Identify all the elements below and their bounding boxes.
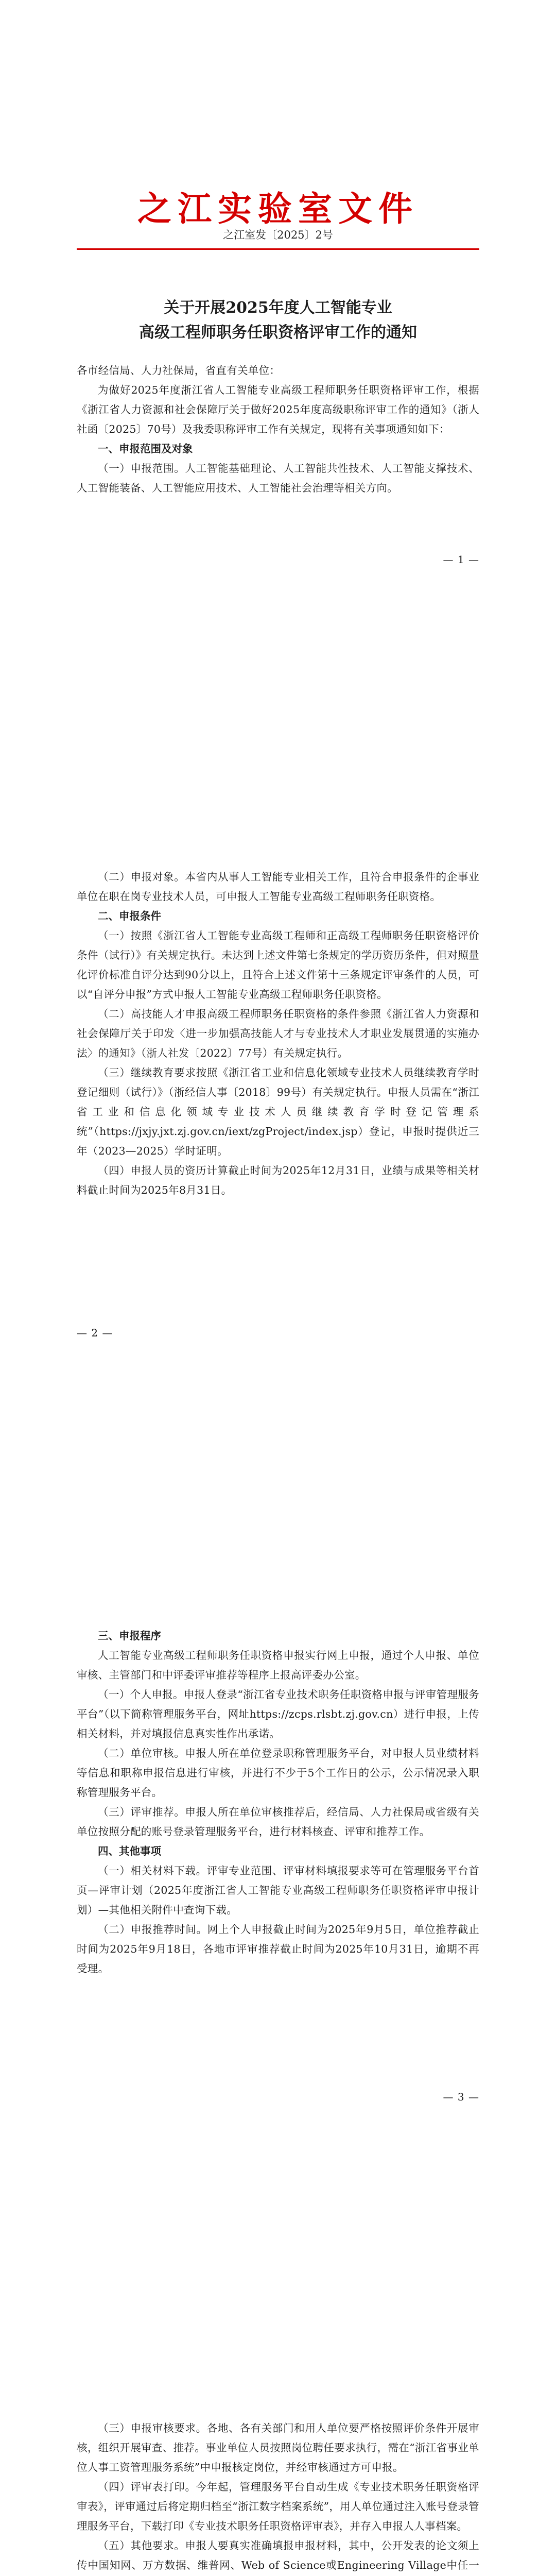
document-number: 之江室发〔2025〕2号 [223,229,333,241]
section-4-heading: 四、其他事项 [98,1845,161,1857]
section-4-paragraph-1: （一）相关材料下载。评审专业范围、评审材料填报要求等可在管理服务平台首页—评审计划（2025年度浙江省人工智能专业高级工程师职务任职资格评审申报计划）—其他相关附件中查询下载。 [77,1865,479,1916]
section-3-paragraph-3: （三）评审推荐。申报人所在单位审核推荐后，经信局、人力社保局或省级有关单位按照分配的账号登录管理服务平台，进行材料核查、评审和推荐工作。 [77,1806,479,1838]
page-2 [0,774,556,1549]
section-2-paragraph-4: （四）申报人员的资历计算截止时间为2025年12月31日，业绩与成果等相关材料截止时间为2025年8月31日。 [77,1164,479,1196]
page-1-body [77,361,479,498]
section-4-paragraph-4: （四）评审表打印。今年起，管理服务平台自动生成《专业技术职务任职资格评审表》，评审通过后将定期归档至“浙江数字档案系统”，用人单位通过注入账号登录管理服务平台，下载打印《专业技术职务任职资格评审表》，并存入申报人人事档案。 [77,2481,479,2532]
page-number: — 2 — [77,1327,113,1339]
page-4-body [77,2418,479,2576]
red-divider [77,248,479,250]
org-red-header: 之江实验室文件 [137,189,419,229]
intro-paragraph: 为做好2025年度浙江省人工智能专业高级工程师职务任职资格评审工作，根据《浙江省人力资源和社会保障厅关于做好2025年度高级职称评审工作的通知》（浙人社函〔2025〕70号）及我委职称评审工作有关规定，现将有关事项通知如下： [77,384,479,435]
section-4-paragraph-5: （五）其他要求。申报人要真实准确填报申报材料，其中，公开发表的论文须上传中国知网、万方数据、维普网、Web of Science或Engineering Village中任一 [77,2539,479,2571]
title-line-1: 关于开展2025年度人工智能专业 [164,299,392,317]
section-1-paragraph-2: （二）申报对象。本省内从事人工智能专业相关工作，且符合申报条件的企事业单位在职在岗专业技术人员，可申报人工智能专业高级工程师职务任职资格。 [77,871,479,903]
page-number: — 1 — [443,553,479,566]
section-2-paragraph-1: （一）按照《浙江省人工智能专业高级工程师和正高级工程师职务任职资格评价条件（试行）》有关规定执行。未达到上述文件第七条规定的学历资历条件，但对照量化评价标准自评分达到90分以上，且符合上述文件第十三条规定评审条件的人员，可以“自评分申报”方式申报人工智能专业高级工程师职务任职资格。 [77,929,479,1001]
section-4-paragraph-2: （二）申报推荐时间。网上个人申报截止时间为2025年9月5日，单位推荐截止时间为2025年9月18日，各地市评审推荐截止时间为2025年10月31日，逾期不再受理。 [77,1923,479,1975]
section-3-paragraph-2: （二）单位审核。申报人所在单位登录职称管理服务平台，对申报人员业绩材料等信息和职称申报信息进行审核，并进行不少于5个工作日的公示，公示情况录入职称管理服务平台。 [77,1747,479,1799]
section-3-paragraph-0: 人工智能专业高级工程师职务任职资格申报实行网上申报，通过个人申报、单位审核、主管部门和中评委评审推荐等程序上报高评委办公室。 [77,1649,479,1681]
page-3-body [77,1626,479,1978]
page-4 [0,2323,556,2576]
section-1-paragraph-1: （一）申报范围。人工智能基础理论、人工智能共性技术、人工智能支撑技术、人工智能装备、人工智能应用技术、人工智能社会治理等相关方向。 [77,462,479,494]
page-2-body [77,867,479,1200]
title-line-2: 高级工程师职务任职资格评审工作的通知 [139,324,417,342]
document-title [77,296,479,345]
section-3-heading: 三、申报程序 [98,1630,161,1642]
section-1-heading: 一、申报范围及对象 [98,443,193,455]
page-number: — 3 — [443,2091,479,2103]
section-2-paragraph-2: （二）高技能人才申报高级工程师职务任职资格的条件参照《浙江省人力资源和社会保障厅关于印发〈进一步加强高技能人才与专业技术人才职业发展贯通的实施办法〉的通知》（浙人社发〔2022〕77号）有关规定执行。 [77,1008,479,1059]
section-4-paragraph-3: （三）申报审核要求。各地、各有关部门和用人单位要严格按照评价条件开展审核，组织开展审查、推荐。事业单位人员按照岗位聘任要求执行，需在“浙江省事业单位人事工资管理服务系统”中申报核定岗位，并经审核通过方可申报。 [77,2422,479,2473]
section-2-paragraph-3: （三）继续教育要求按照《浙江省工业和信息化领域专业技术人员继续教育学时登记细则（试行）》（浙经信人事〔2018〕99号）有关规定执行。申报人员需在“浙江省工业和信息化领域专业技术人员继续教育学时登记管理系统”（https://jxjy.jxt.zj.gov.cn/iext/zgProject/index.jsp）登记，申报时提供近三年（2023—2025）学时证明。 [77,1066,479,1157]
section-3-paragraph-1: （一）个人申报。申报人登录“浙江省专业技术职务任职资格申报与评审管理服务平台”（以下简称管理服务平台，网址https://zcps.rlsbt.zj.gov.cn）进行申报，上传相关材料，并对填报信息真实性作出承诺。 [77,1688,479,1740]
page-3 [0,1549,556,2323]
section-2-heading: 二、申报条件 [98,910,161,922]
salutation: 各市经信局、人力社保局，省直有关单位： [77,364,281,377]
page-1 [0,0,556,774]
